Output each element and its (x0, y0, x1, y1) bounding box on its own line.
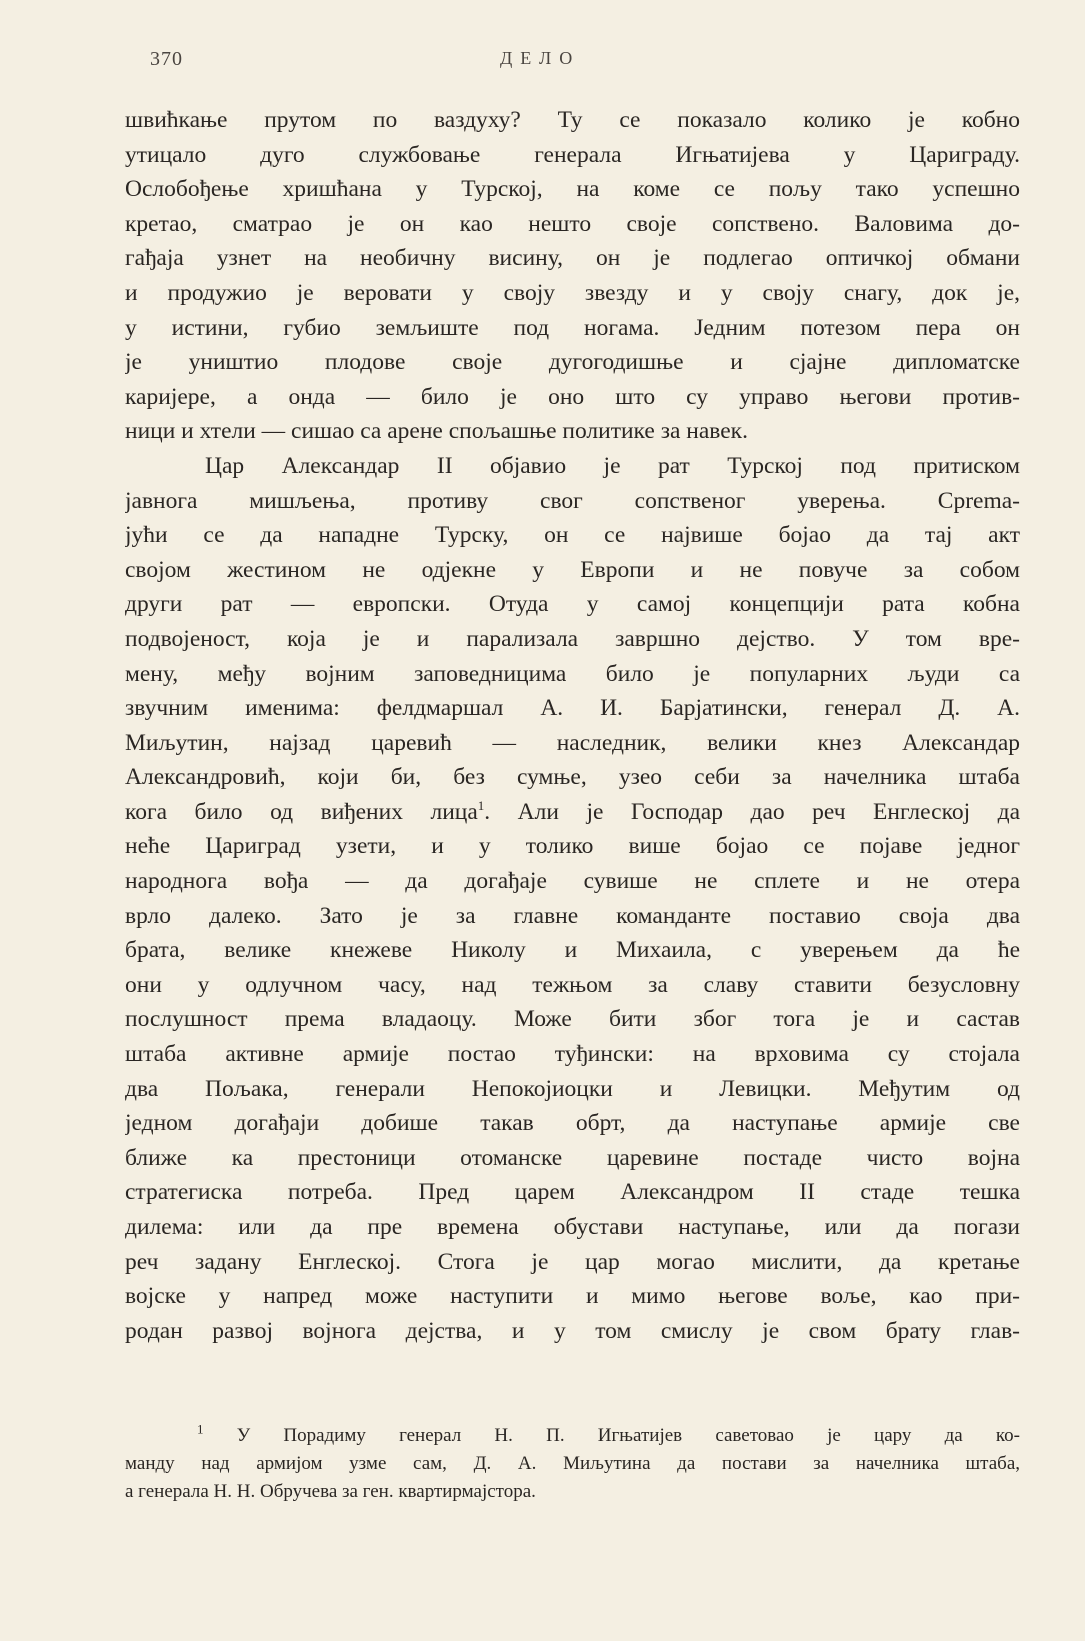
body-line-start: кога било од виђених лица (125, 798, 478, 825)
body-line: подвојеност, која је и парализала завршно дејство. У том вре- (125, 625, 1020, 652)
footnote-line: а генерала Н. Н. Обручева за ген. квартирмајстора. (125, 1481, 536, 1502)
body-line: Ослобођење хришћана у Турској, на коме се пољу тако успешно (125, 176, 1020, 203)
body-line-with-footnote (125, 795, 1020, 830)
body-line: стратегиска потреба. Пред царем Александром II стаде тешка (125, 1179, 1020, 1206)
body-line: родан развој војнога дејства, и у том смислу је свом брату глав- (125, 1317, 1020, 1344)
body-line: једном догађаји добише такав обрт, да наступање армије све (125, 1110, 1020, 1137)
body-line: послушност према владаоцу. Може бити због тога је и састав (125, 1006, 1020, 1033)
body-line: неће Цариград узети, и у толико више бојао се појаве једног (125, 833, 1020, 860)
page-number: 370 (150, 48, 183, 70)
body-line: и продужио је веровати у своју звезду и у своју снагу, док је, (125, 279, 1020, 306)
footnote-marker: 1 (197, 1422, 204, 1437)
page-header (150, 48, 995, 78)
body-line-end: . Али је Господар дао реч Енглеској да (484, 798, 1020, 825)
body-line: јавнога мишљења, противу свог сопственог уверења. Сprema- (125, 487, 1020, 514)
body-line: гађаја узнет на необичну висину, он је подлегао оптичкој обмани (125, 245, 1020, 272)
body-line: врло далеко. Зато је за главне команданте поставио своја два (125, 902, 1020, 929)
body-line: војске у напред може наступити и мимо његове воље, као при- (125, 1283, 1020, 1310)
footnote-line: манду над армијом узме сам, Д. А. Миљутина да постави за начелника штаба, (125, 1453, 1020, 1474)
footnote-line (125, 1422, 1020, 1450)
body-line: кретао, сматрао је он као нешто своје сопствено. Валовима до- (125, 210, 1020, 237)
body-line: ници и хтели — сишао са арене спољашње политике за навек. (125, 418, 748, 445)
body-line: брата, велике кнежеве Николу и Михаила, с уверењем да ће (125, 937, 1020, 964)
body-line: Миљутин, најзад царевић — наследник, велики кнез Александар (125, 729, 1020, 756)
footnote-text: У Порадиму генерал Н. П. Игњатијев саветовао је цару да ко- (236, 1425, 1020, 1446)
body-line: ближе ка престоници отоманске царевине постаде чисто војна (125, 1144, 1020, 1171)
body-line: утицало дуго службовање генерала Игњатијева у Цариграду. (125, 141, 1020, 168)
body-text (125, 103, 1020, 1348)
body-line: звучним именима: фелдмаршал А. И. Барјатински, генерал Д. А. (125, 695, 1020, 722)
body-line: народнога вођа — да догађаје сувише не сплете и не отера (125, 868, 1020, 895)
body-line: дилема: или да пре времена обустави наступање, или да погази (125, 1214, 1020, 1240)
body-line: реч задану Енглеској. Стога је цар могао мислити, да кретање (125, 1248, 1020, 1275)
body-line: два Пољака, генерали Непокојиоцки и Левицки. Међутим од (125, 1075, 1020, 1102)
footnotes (125, 1422, 1020, 1506)
body-line: Александровић, који би, без сумње, узео себи за начелника штаба (125, 764, 1020, 791)
footnote-reference: 1 (477, 798, 485, 814)
running-title: ДЕЛО (500, 48, 581, 68)
body-line: каријере, а онда — било је оно што су управо његови против- (125, 383, 1020, 410)
body-line: они у одлучном часу, над тежњом за славу ставити безусловну (125, 971, 1020, 998)
body-line: у истини, губио земљиште под ногама. Једним потезом пера он (125, 314, 1020, 341)
body-line: други рат — европски. Отуда у самој концепцији рата кобна (125, 591, 1020, 618)
body-line: штаба активне армије постао туђински: на врховима су стојала (125, 1041, 1020, 1068)
body-line: мену, међу војним заповедницима било је популарних људи са (125, 660, 1020, 687)
body-line: је уништио плодове своје дугогодишње и сјајне дипломатске (125, 349, 1020, 376)
paragraph-start-line: Цар Александар II објавио је рат Турској под притиском (205, 452, 1020, 479)
body-line: швићкање прутом по ваздуху? Ту се показало колико је кобно (125, 107, 1020, 133)
body-line: јући се да нападне Турску, он се највише бојао да тај акт (125, 522, 1020, 549)
body-line: својом жестином не одјекне у Европи и не повуче за собом (125, 556, 1020, 583)
